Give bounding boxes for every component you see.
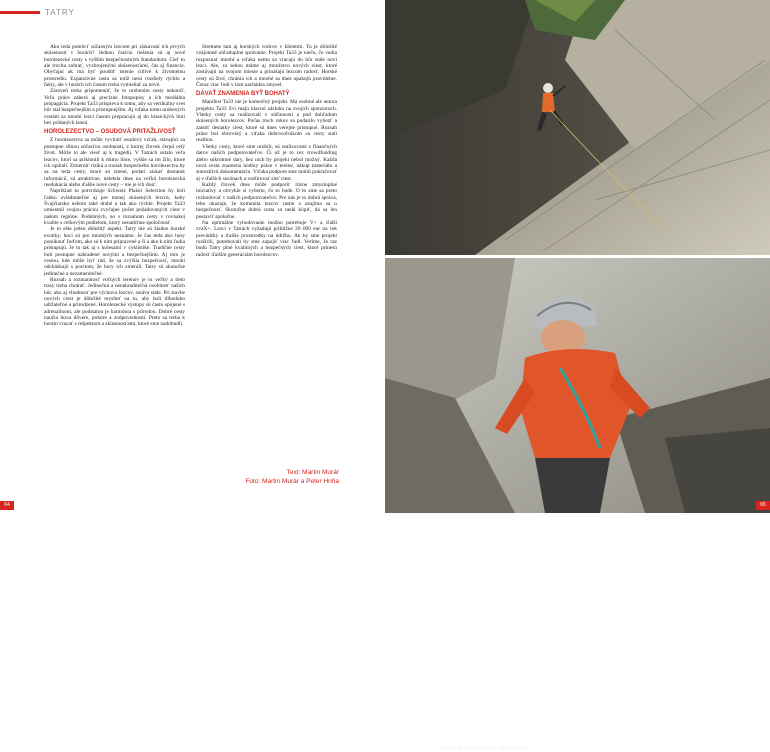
text-column-2 <box>196 44 337 464</box>
paragraph: Manifest Ta33 nie je komerčný projekt. Má osobné ale autora projektu Ta33 Zvi majú hlavnú zásluhu na svojich sponzoroch. Všetky cesty sa realizovali v súčinnosti a pod dohľadom skúsených horolezcov. Počas troch rokov sa podarilo vyliezť a zaistiť desiatky ciest, ktoré sú dnes verejne prístupné. Rozsah práce bol obrovský a vďaka dobrovoľníkom sa cesty stali realitou. <box>196 99 337 144</box>
helmet-photo-illustration <box>385 258 770 513</box>
caption-marker <box>431 747 435 751</box>
left-page <box>0 0 385 513</box>
right-page <box>385 0 770 752</box>
paragraph: Z horolezectva sa môže vyvinúť osudový vzťah, stávajúci sa postupne silnou súčasťou osobnosti, z ktorej človek čerpá celý život. Môže to ale viesť aj k tragédii. V Tatrách ostalo veľa lezcov, ktorí sa priklonili k mimo línie, vyššie sa im žilo, ktoré ich upútali. Zmierniť riziká a rozsah bezpečného horolezectva by sa na teda cesty, ktoré sú istené, podarí získať dostatok informácií, sú atraktívne, neletela dnes na veľkú horolezecká reedukácia alebo ďalšie nové cesty – nie je ich dosť. <box>44 137 185 188</box>
header-accent-bar <box>0 11 40 14</box>
section-heading: HOROLEZECTVO – OSUDOVÁ PRITAŽLIVOSŤ <box>44 129 176 136</box>
paragraph: Zároveň treba pripomenúť, že to urobením cesty nekončí. Veľa práce zaberá aj precízne fotopopisy a ich mediálna propagácia. Projekt Ta33 prispieva k tomu, aby sa vertikálny svet hôr stal bezpečnejším a prístupnejším. Aj vďaka tomu urobených cestám sa mnohí lezci časom prepracujú aj do klasických línií bez pridaných istení. <box>44 88 185 127</box>
photo-caption <box>431 746 531 752</box>
paragraph: Na optimálne vybudovanie možno potrebuje V+ a ďalší zvaX+. Lezci v Tatrách vyžadujú približne 20 000 eur na rok prevádzky a ďalšie prostriedky na údržbu. Ak by sme projekt rozšírili, potrebovali by sme zapojiť viac ľudí. Veríme, že raz budú Tatry plné kvalitných a bezpečných ciest, ktoré prinesú radosť ďalším generáciám horolezcov. <box>196 219 337 258</box>
paragraph: Všetky cesty, ktoré sme urobili, sú realizované z finančných darov našich podporovateľov. Či už je to cez crowdfunding alebo súkromné dary, bez nich by projekt nebol možný. Každá nová cesta znamená hodiny práce v teréne, nákup materiálu a starostlivú dokumentáciu. Vďaka podpore sme mohli pokračovať aj v ďalších sezónach a rozširovať sieť ciest. <box>196 143 337 182</box>
text-credit: Text: Martin Murár <box>286 469 339 476</box>
paragraph: Rozsah a rozmanitosť voľných terénov je tu veľký a tieto trasy treba chrániť. Jedinečná a nenahraditeľná osobitosť našich hôr, ako aj vhodnosť pre výchovu lezcov, ostáva stále. Pri stavbe nových ciest je dôležité myslieť na to, aby boli dlhodobo udržateľné a prirodzené. Horolezecké výstupy sú často spojené s adrenalínom, ale podstatou je harmónia s prírodou. Dobré cesty naučia lezca dôvere, pokore a zodpovednosti. Preto sa treba k horám vracať s rešpektom a skúsenosťami, ktoré sme nadobudli. <box>44 277 185 328</box>
paragraph: Každý človek dnes môže podporiť rôzne zmysluplné iniciatívy a obvykle si vyberie, čo to bude. O to sme sa preto rozhodovať v našich podporovateľov. Pre nás je to dobrá správa, lebo ukazuje, že komunita lezcov rastie a zaujíma sa o bezpečnosť. Skutočne dobrá cesta sa nedá kúpiť, dá sa len postaviť spoločne. <box>196 181 337 220</box>
photo-credit: Foto: Martin Murár a Peter Hriňa <box>245 478 339 485</box>
section-title: TATRY <box>45 8 75 17</box>
page-number-right: 65 <box>756 501 770 510</box>
slab-photo-illustration <box>385 0 770 255</box>
paragraph: Ako teda pomôcť súčasným lezcom pri získavaní ich prvých skúseností v horách? Jednou časťou riešenia sú aj nové horolezecké cesty s vyšším bezpečnostným štandardom. Cieľ to ale trochu zobrať, vyzbrojenými skúsenosťami, čas aj financie. Obyčajní ak má byť pouštit' istenie citlivé k životnému prostrediu. Expanzívne rastu sa totiž nesú rozdiely rýchlo a fakty, ale v horách ich časom treba vymieňať za nové. <box>44 44 185 89</box>
paragraph: Napríklad to potvrdzuje Schweiz Plaisir Selection by boli ľahko zvládnuteľné aj pre menej skúsených lezcov, keby Švajčiarsko nebolo také drahé a tak ako rýchle. Projekt Ta33 umiestnil svojou prácou zvyčajne počet požadovaných ciest v našom regióne. Podobných, no s rozsahom cesty v rovnakej kvalite s celkovým podielom, ktorý nenadchne spoločnosť. <box>44 188 185 226</box>
paragraph: Je to ešte jeden dôležitý aspekt. Tatry nie sú žiadne horské exotiky, hoci sú pre mnohých neznáme. Je čas teda ako hory ponúknuť ľuďom, ako sú k nim pripravené a či a ako k nim ľudia pristupujú. Je to tak aj s kolesami v cyklistike. Tradičné cesty boli postupne nahradené novými a bezpečnejšími. Aj toto je cestou, kde môže byť rád, že sa zvýšila bezpečnosť, mnohí odchádzajú s pocitom, že hory ich zmenili. Tatry sú skutočne jedinečné a nezameniteľné. <box>44 226 186 277</box>
section-heading: DÁVAŤ ZNAMENIA BYŤ BOHATÝ <box>196 91 290 98</box>
text-column-1 <box>44 44 185 484</box>
photo-climber-helmet <box>385 258 770 752</box>
photo-climber-on-slab <box>385 0 770 255</box>
page-header <box>0 8 385 22</box>
page-number-left: 64 <box>0 501 14 510</box>
caption-text: Lezenie na Ľadovom štíte – Wood Pecker <box>438 746 531 752</box>
paragraph: Stretnete tam aj horských vodcov v klientmi. Tu je dôležité vzájomné ohľaduplné správanie. Projekt Ta33 je niečo, čo vedia rozpoznať mnohí a vďaka nemu sa vracajú do hôr stále noví lezci. Ale, za sebou máme aj množstvo nových ciest, ktoré zostávajú na svojom mieste a prinášajú lezcom radosť. Horské cesty sú živé, chránia ich a mnohé sa dnes opakujú pravidelne. Čoraz viac ľudí v tom nachádza zmysel. <box>196 44 337 89</box>
